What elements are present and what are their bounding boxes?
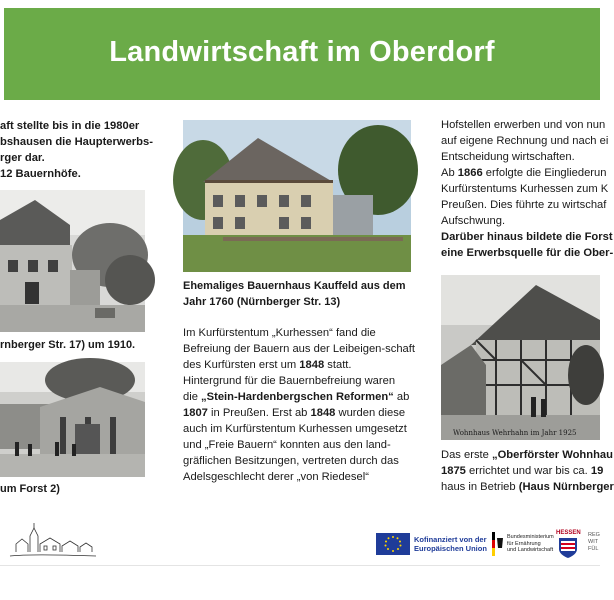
photo-wohnhaus-wehrhahn <box>441 275 600 440</box>
middle-text-line-3: des Kurfürsten erst um 1848 statt. <box>183 359 352 371</box>
eu-flag-icon <box>376 533 410 555</box>
hessen-coat-of-arms-icon: HESSEN <box>556 530 580 560</box>
right-text-line-8: Darüber hinaus bildete die Forst <box>441 231 613 243</box>
right-text-line-9: eine Erwerbsquelle für die Ober- <box>441 247 614 259</box>
photo-inline-label: Wohnhaus Wehrhahn im Jahr 1925 <box>453 429 577 437</box>
left-intro-line-4: 12 Bauernhöfe. <box>0 168 81 180</box>
german-federal-eagle-icon <box>492 532 504 558</box>
middle-text-line-8: und „Freie Bauern“ konnten aus den land- <box>183 439 391 451</box>
eu-cofinanced-text: Kofinanziert von der Europäischen Union <box>414 535 487 553</box>
village-sketch-logo <box>8 522 98 562</box>
region-logo-text: REG WIT FÜL <box>588 532 600 552</box>
middle-photo-caption-line-2: Jahr 1760 (Nürnberger Str. 13) <box>183 296 341 308</box>
title-banner <box>4 8 600 100</box>
middle-text-line-4: Hintergrund für die Bauernbefreiung waren <box>183 375 396 387</box>
middle-text-line-7: auch im Kurfürstentum Kurhessen umgesetzt <box>183 423 407 435</box>
right-text-line-4: Ab 1866 erfolgte die Eingliederun <box>441 167 607 179</box>
photo-farmhouse-1910 <box>0 190 145 332</box>
middle-text-line-5: die „Stein-Hardenbergschen Reformen“ ab <box>183 391 410 403</box>
right-caption-line-1: Das erste „Oberförster Wohnhau <box>441 449 613 461</box>
right-caption-line-2: 1875 errichtet und war bis ca. 19 <box>441 465 604 477</box>
left-intro-line-2: bshausen die Haupterwerbs- <box>0 136 153 148</box>
middle-text-line-9: gräflichen Besitzungen, vertreten durch das <box>183 455 399 467</box>
right-text-line-3: Entscheidung wirtschaften. <box>441 151 575 163</box>
left-photo-caption-1: rnberger Str. 17) um 1910. <box>0 339 136 351</box>
left-intro-line-3: rger dar. <box>0 152 45 164</box>
right-text-line-2: auf eigene Rechnung und nach ei <box>441 135 609 147</box>
page-title: Landwirtschaft im Oberdorf <box>109 36 495 68</box>
middle-text-line-1: Im Kurfürstentum „Kurhessen“ fand die <box>183 327 376 339</box>
right-text-line-5: Kurfürstentums Kurhessen zum K <box>441 183 609 195</box>
bmel-text: Bundesministerium für Ernährung und Landwirtschaft <box>507 534 554 553</box>
right-text-line-6: Preußen. Dies führte zu wirtschaf <box>441 199 607 211</box>
right-text-line-7: Aufschwung. <box>441 215 506 227</box>
photo-bauernhaus-kauffeld <box>183 120 411 272</box>
middle-text-line-6: 1807 in Preußen. Erst ab 1848 wurden diese <box>183 407 406 419</box>
middle-text-line-2: Befreiung der Bauern aus der Leibeigen-schaft <box>183 343 415 355</box>
middle-photo-caption-line-1: Ehemaliges Bauernhaus Kauffeld aus dem <box>183 280 406 292</box>
footer-divider <box>0 565 600 566</box>
middle-text-line-10: Adelsgeschlecht derer „von Riedesel“ <box>183 471 369 483</box>
photo-farmyard-forst2 <box>0 362 145 477</box>
right-caption-line-3: haus in Betrieb (Haus Nürnberger <box>441 481 614 493</box>
left-intro-line-1: aft stellte bis in die 1980er <box>0 120 140 132</box>
right-text-line-1: Hofstellen erwerben und von nun <box>441 119 606 131</box>
left-photo-caption-2: um Forst 2) <box>0 483 60 495</box>
